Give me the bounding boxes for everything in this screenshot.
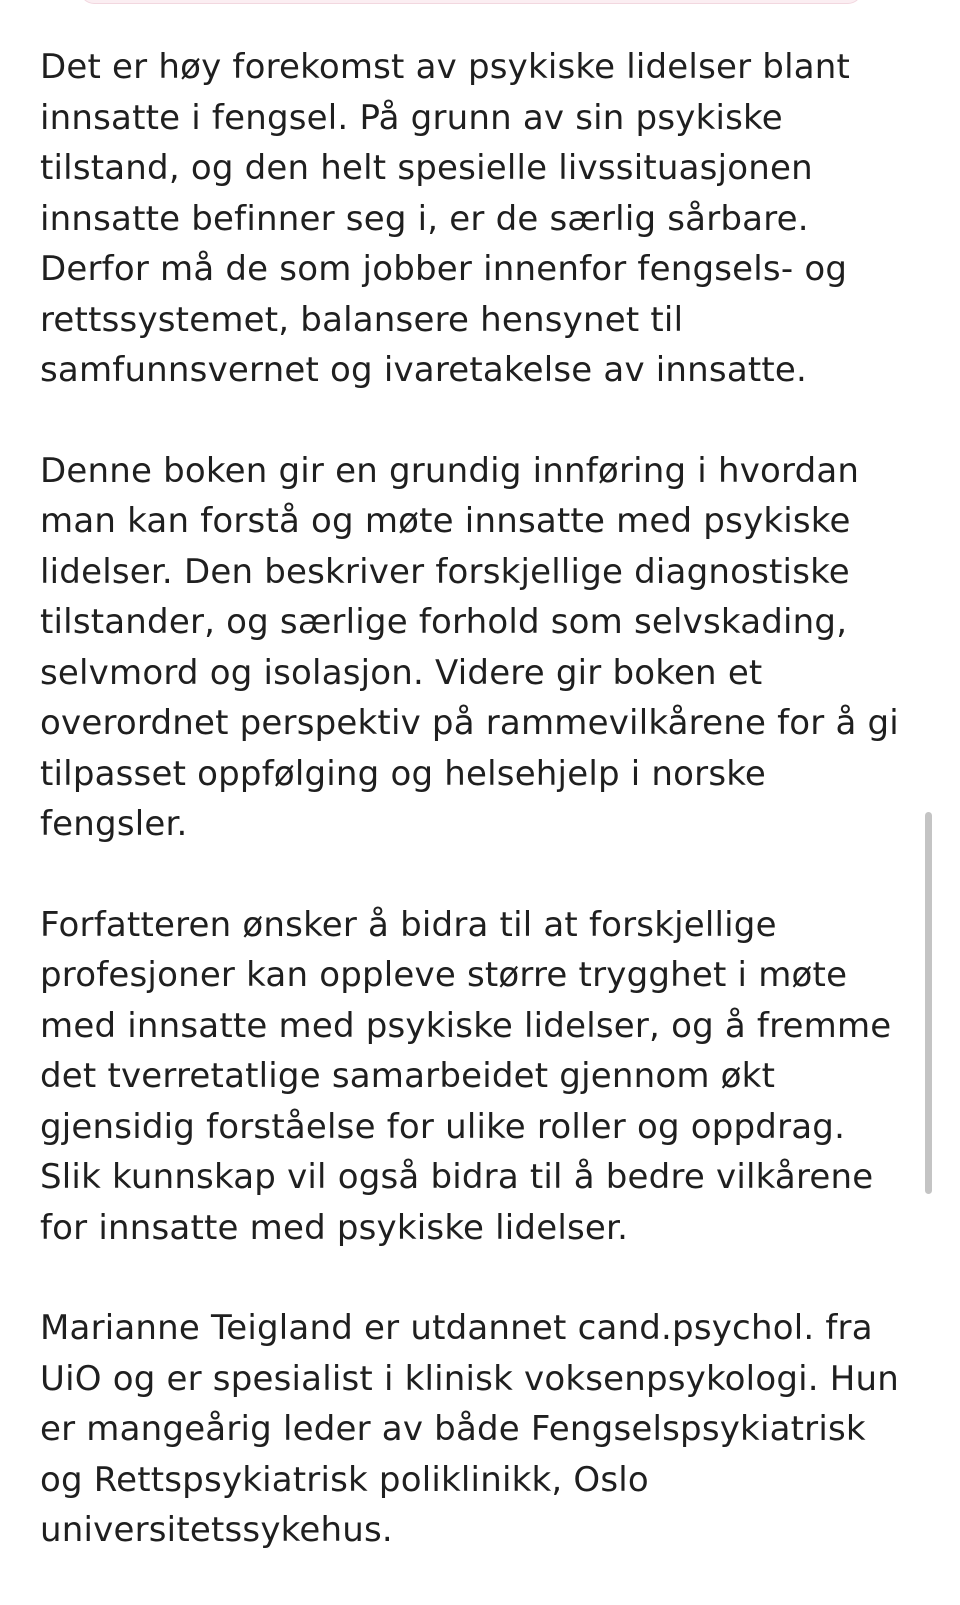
top-button-edge[interactable]: [80, 0, 862, 4]
description-paragraph-2: Denne boken gir en grundig innføring i hvordan man kan forstå og møte innsatte med psykiske lidelser. Den beskriver forskjellige diagnostiske tilstander, og særlige forhold som selvskading, selvmord og isolasjon. Videre gir boken et overordnet perspektiv på rammevilkårene for å gi tilpasset oppfølging og helsehjelp i norske fengsler.: [40, 450, 899, 844]
author-bio-paragraph: Marianne Teigland er utdannet cand.psychol. fra UiO og er spesialist i klinisk voksenpsykologi. Hun er mangeårig leder av både Fengselspsykiatrisk og Rettspsykiatrisk poliklinikk, Oslo universitetssykehus.: [40, 1308, 900, 1550]
description-paragraph-3: Forfatteren ønsker å bidra til at forskjellige profesjoner kan oppleve større trygghet i møte med innsatte med psykiske lidelser, og å fremme det tverretatlige samarbeidet gjennom økt gjensidig forståelse for ulike roller og oppdrag. Slik kunnskap vil også bidra til å bedre vilkårene for innsatte med psykiske lidelser.: [40, 904, 892, 1248]
book-description: [40, 42, 910, 1556]
vertical-scrollbar[interactable]: [925, 812, 932, 1194]
description-paragraph-1: Det er høy forekomst av psykiske lidelser blant innsatte i fengsel. På grunn av sin psykiske tilstand, og den helt spesielle livssituasjonen innsatte befinner seg i, er de særlig sårbare. Derfor må de som jobber innenfor fengsels- og rettssystemet, balansere hensynet til samfunnsvernet og ivaretakelse av innsatte.: [40, 47, 851, 390]
